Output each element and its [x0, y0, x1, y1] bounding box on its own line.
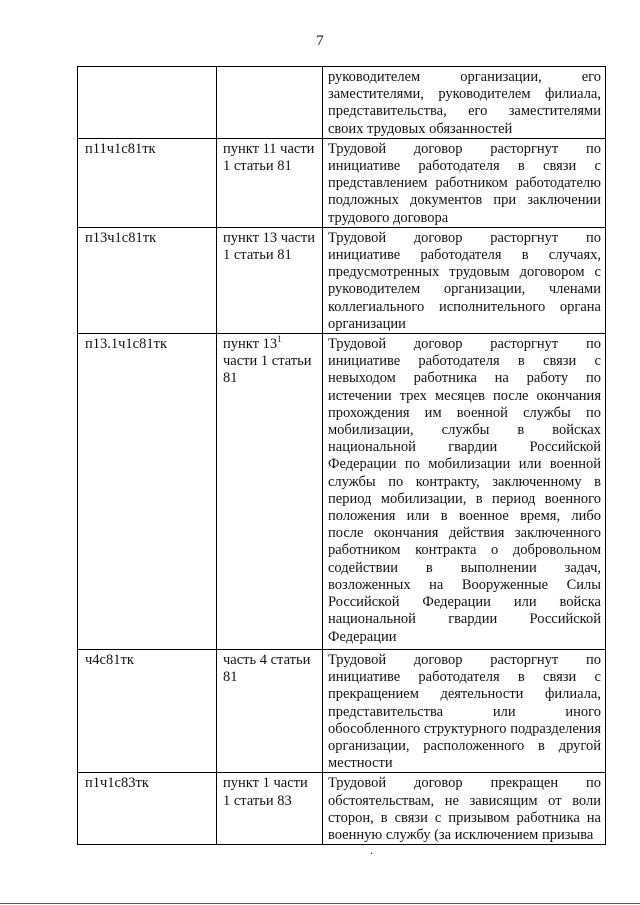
- description-cell: Трудовой договор расторгнут по инициативе работодателя в связи с представлением работником работодателю подложных документов при заключении трудового договора: [323, 138, 606, 227]
- code-cell: п13.1ч1с81тк: [78, 334, 217, 650]
- article-ref-tail: части 1 статьи 81: [223, 353, 312, 387]
- description-cell: Трудовой договор расторгнут по инициативе работодателя в связи с невыходом работника на работу по истечении трех месяцев после окончания прохождения им военной службы по мобилизации, службы в войсках национальной гвардии Российской Федерации по мобилизации или военной службы по контракту, заключенному в период мобилизации, в период военного положения или в военное время, либо после окончания действия заключенного работником контракта о добровольном содействии в выполнении задач, возложенных на Вооруженные Силы Российской Федерации или войска национальной гвардии Российской Федерации: [323, 334, 606, 650]
- article-ref-cell: часть 4 статьи 81: [217, 650, 323, 773]
- code-cell: п13ч1с81тк: [78, 227, 217, 333]
- table-row: [78, 138, 606, 227]
- page-number: 7: [316, 33, 324, 49]
- table-row: [78, 227, 606, 333]
- code-cell: п11ч1с81тк: [78, 138, 217, 227]
- bottom-mark: .: [370, 843, 373, 857]
- code-cell: ч4с81тк: [78, 650, 217, 773]
- article-ref-cell: пункт 11 части 1 статьи 81: [217, 138, 323, 227]
- code-cell: [78, 67, 217, 139]
- article-ref-cell: пункт 1 части 1 статьи 83: [217, 773, 323, 845]
- dismissal-codes-table: [77, 66, 606, 845]
- article-ref-superscript: 1: [277, 334, 282, 345]
- code-cell: п1ч1с83тк: [78, 773, 217, 845]
- description-cell: Трудовой договор расторгнут по инициативе работодателя в случаях, предусмотренных трудовым договором с руководителем организации, членами коллегиального исполнительного органа организации: [323, 227, 606, 333]
- description-cell: Трудовой договор расторгнут по инициативе работодателя в связи с прекращением деятельности филиала, представительства или иного обособленного структурного подразделения организации, расположенного в другой местности: [323, 650, 606, 773]
- article-ref-text: пункт 13: [223, 336, 278, 353]
- article-ref-cell: [217, 67, 323, 139]
- table-row: [78, 650, 606, 773]
- description-cell: Трудовой договор прекращен по обстоятельствам, не зависящим от воли сторон, в связи с призывом работника на военную службу (за исключением призыва: [323, 773, 606, 845]
- page-bottom-edge: [0, 903, 640, 904]
- description-cell: руководителем организации, его заместителями, руководителем филиала, представительства, его заместителями своих трудовых обязанностей: [323, 67, 606, 139]
- table-row: [78, 67, 606, 139]
- article-ref-cell: [217, 334, 323, 650]
- table-row: [78, 773, 606, 845]
- article-ref-cell: пункт 13 части 1 статьи 81: [217, 227, 323, 333]
- table-row: [78, 334, 606, 650]
